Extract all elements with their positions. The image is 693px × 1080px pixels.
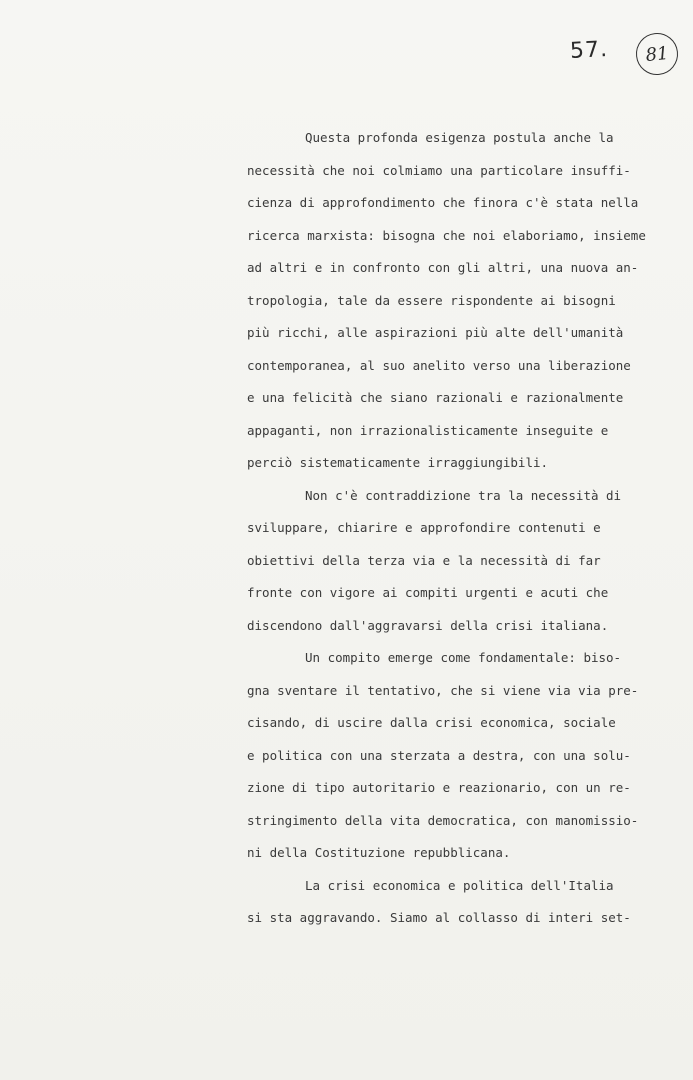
text-line: cisando, di uscire dalla crisi economica, sociale [247, 715, 616, 730]
text-line: necessità che noi colmiamo una particolare insuffi- [247, 162, 631, 178]
text-line: perciò sistematicamente irraggiungibili. [247, 455, 549, 470]
text-line: e una felicità che siano razionali e razionalmente [247, 390, 624, 405]
text-line: fronte con vigore ai compiti urgenti e acuti che [247, 585, 609, 600]
text-line: La crisi economica e politica dell'Italia [305, 877, 614, 893]
text-line: appaganti, non irrazionalisticamente inseguite e [247, 422, 609, 438]
text-line: sviluppare, chiarire e approfondire contenuti e [247, 520, 601, 535]
text-line: e politica con una sterzata a destra, con una solu- [247, 747, 631, 763]
archive-number-text: 81 [644, 42, 670, 66]
body-text [247, 122, 646, 935]
text-line: ni della Costituzione repubblicana. [247, 845, 511, 860]
text-line: tropologia, tale da essere rispondente ai bisogni [247, 292, 616, 308]
text-line: contemporanea, al suo anelito verso una liberazione [247, 357, 631, 373]
text-line: stringimento della vita democratica, con manomissio- [247, 812, 639, 828]
text-line: ricerca marxista: bisogna che noi elaboriamo, insieme [247, 227, 646, 243]
text-line: Un compito emerge come fondamentale: biso- [305, 650, 622, 665]
text-line: si sta aggravando. Siamo al collasso di interi set- [247, 910, 631, 925]
text-line: Questa profonda esigenza postula anche la [305, 130, 614, 145]
text-line: gna sventare il tentativo, che si viene via via pre- [247, 682, 639, 698]
text-line: discendono dall'aggravarsi della crisi italiana. [247, 617, 609, 633]
text-line: Non c'è contraddizione tra la necessità di [305, 487, 622, 503]
text-line: obiettivi della terza via e la necessità di far [247, 552, 601, 568]
text-line: zione di tipo autoritario e reazionario, con un re- [247, 780, 631, 795]
text-line: più ricchi, alle aspirazioni più alte dell'umanità [247, 325, 624, 340]
text-line: ad altri e in confronto con gli altri, una nuova an- [247, 260, 639, 275]
page-number: 57. [569, 37, 609, 64]
text-line: cienza di approfondimento che finora c'è stata nella [247, 195, 639, 210]
archive-number-circled [634, 31, 680, 77]
